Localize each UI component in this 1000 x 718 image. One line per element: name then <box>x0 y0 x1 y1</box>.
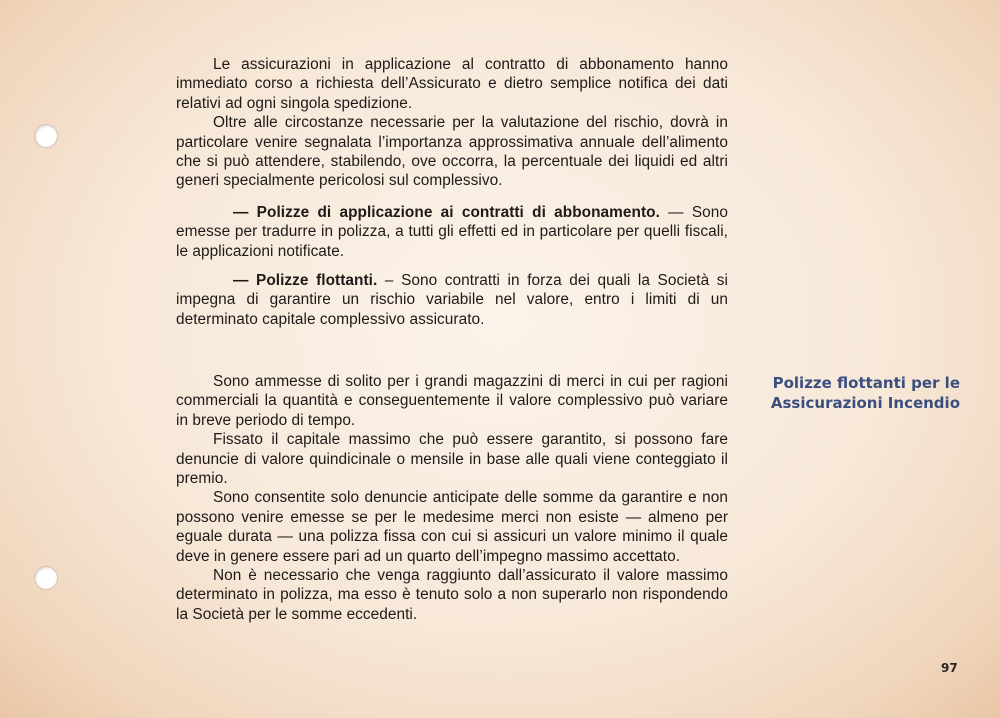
incendio-block <box>176 372 728 624</box>
paragraph: Fissato il capitale massimo che può essere garantito, si possono fare denuncie di valore quindicinale o mensile in base alle quali viene conteggiato il premio. <box>176 431 728 488</box>
paragraph: Le assicurazioni in applicazione al contratto di abbonamento hanno immediato corso a richiesta dell’Assicurato e dietro semplice notifica dei dati relativi ad ogni singola spedizione. <box>176 56 728 112</box>
section-applicazione <box>176 203 728 261</box>
intro-block <box>176 55 728 191</box>
margin-heading-line: Assicurazioni Incendio <box>770 394 960 412</box>
margin-heading-line: Polizze flottanti per le <box>772 374 960 392</box>
section-flottanti <box>176 271 728 329</box>
section-heading: — Polizze flottanti. <box>233 272 378 289</box>
page-number: 97 <box>941 661 958 675</box>
binder-hole-bottom <box>34 566 58 590</box>
paragraph: Sono consentite solo denuncie anticipate delle somme da garantire e non possono venire emesse se per le medesime merci non esiste — almeno per eguale durata — una polizza fissa con cui si assicuri un valore minimo il quale deve in genere essere pari ad un quarto dell’impegno massimo accettato. <box>176 489 728 565</box>
margin-heading <box>746 373 960 413</box>
section-heading: — Polizze di applicazione ai contratti di abbonamento. <box>233 204 660 221</box>
paragraph: Sono ammesse di solito per i grandi magazzini di merci in cui per ragioni commerciali la quantità e conseguentemente il valore complessivo può variare in breve periodo di tempo. <box>176 373 728 429</box>
paragraph: Oltre alle circostanze necessarie per la valutazione del rischio, dovrà in particolare venire segnalata l’importanza approssimativa annuale dell’alimento che si può attendere, stabilendo, ove occorra, la percentuale dei liquidi ed altri generi specialmente pericolosi sul complessivo. <box>176 114 728 190</box>
section-paragraph <box>176 271 728 329</box>
binder-hole-top <box>34 124 58 148</box>
section-text: — Sono emesse per tradurre in polizza, a tutti gli effetti ed in particolare per quelli fiscali, le applicazioni notificate. <box>176 204 728 260</box>
section-paragraph <box>176 203 728 261</box>
section-text: – Sono contratti in forza dei quali la Società si impegna di garantire un rischio variabile nel valore, entro i limiti di un determinato capitale complessivo assicurato. <box>176 272 728 328</box>
paragraph: Non è necessario che venga raggiunto dall’assicurato il valore massimo determinato in polizza, ma esso è tenuto solo a non superarlo non rispondendo la Società per le somme eccedenti. <box>176 567 728 623</box>
